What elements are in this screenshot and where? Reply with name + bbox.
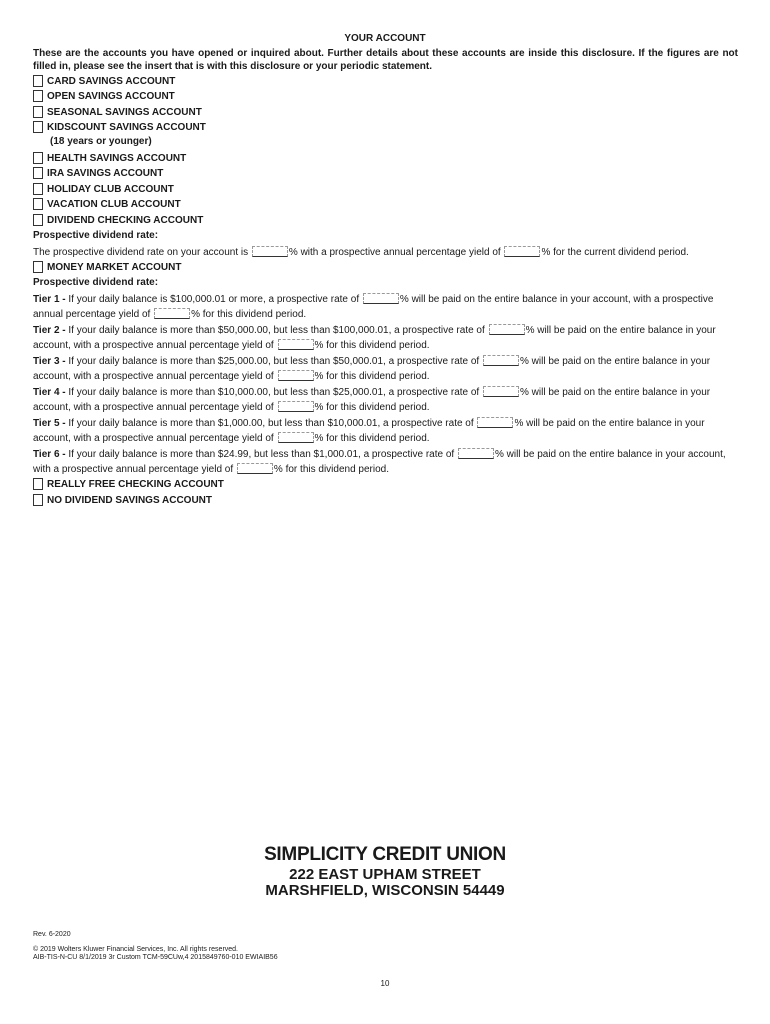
text: If your daily balance is more than $24.99, but less than $1,000.01, a prospective rate of — [68, 449, 455, 460]
rate-field[interactable] — [477, 417, 513, 428]
checkbox[interactable] — [33, 121, 43, 133]
tier-5-line-1 — [33, 417, 738, 430]
tier-1-line-2 — [33, 308, 738, 321]
intro-paragraph: These are the accounts you have opened or inquired about. Further details about these accounts are inside this disclosure. If the figures are not filled in, please see the insert that is with this disclosure or your periodic statement. — [33, 48, 738, 72]
page-number: 10 — [380, 979, 390, 988]
text: % for this dividend period. — [314, 340, 430, 351]
tier-label: Tier 5 - — [33, 418, 66, 429]
tier-label: Tier 3 - — [33, 356, 66, 367]
apy-field[interactable] — [154, 308, 190, 319]
rate-field[interactable] — [252, 246, 288, 257]
tier-label: Tier 6 - — [33, 449, 66, 460]
text: with a prospective annual percentage yield of — [33, 464, 234, 475]
text: % for this dividend period. — [314, 433, 430, 444]
account-option-ira-savings[interactable] — [33, 167, 163, 180]
account-option-kidscount-savings[interactable] — [33, 121, 206, 134]
text: % will be paid on the entire balance in your — [520, 356, 711, 367]
text: The prospective dividend rate on your account is — [33, 247, 249, 258]
text: % will be paid on the entire balance in your — [520, 387, 711, 398]
text: If your daily balance is more than $1,000.00, but less than $10,000.01, a prospective rate of — [68, 418, 474, 429]
account-label: REALLY FREE CHECKING ACCOUNT — [47, 479, 224, 490]
text: If your daily balance is more than $50,000.00, but less than $100,000.01, a prospective rate of — [68, 325, 485, 336]
text: % for the current dividend period. — [541, 247, 689, 258]
text: If your daily balance is more than $10,000.00, but less than $25,000.01, a prospective rate of — [68, 387, 480, 398]
account-label: MONEY MARKET ACCOUNT — [47, 262, 182, 273]
text: account, with a prospective annual percentage yield of — [33, 433, 274, 444]
account-option-vacation-club[interactable] — [33, 198, 181, 211]
account-label: IRA SAVINGS ACCOUNT — [47, 168, 164, 179]
account-label: CARD SAVINGS ACCOUNT — [47, 76, 176, 87]
account-label: OPEN SAVINGS ACCOUNT — [47, 91, 175, 102]
rate-field[interactable] — [483, 355, 519, 366]
tier-6-line-1 — [33, 448, 738, 461]
checkbox[interactable] — [33, 214, 43, 226]
tier-2-line-2 — [33, 339, 738, 352]
text: If your daily balance is more than $25,000.00, but less than $50,000.01, a prospective rate of — [68, 356, 480, 367]
tier-label: Tier 1 - — [33, 294, 66, 305]
text: % will be paid on the entire balance in your account, — [494, 449, 726, 460]
text: account, with a prospective annual percentage yield of — [33, 340, 274, 351]
dividend-rate-line — [33, 246, 738, 259]
checkbox[interactable] — [33, 167, 43, 179]
account-option-card-savings[interactable] — [33, 75, 175, 88]
credit-union-name: SIMPLICITY CREDIT UNION — [264, 844, 506, 865]
account-label: DIVIDEND CHECKING ACCOUNT — [47, 215, 204, 226]
checkbox[interactable] — [33, 478, 43, 490]
checkbox[interactable] — [33, 90, 43, 102]
credit-union-city: MARSHFIELD, WISCONSIN 54449 — [265, 882, 505, 899]
text: account, with a prospective annual percentage yield of — [33, 371, 274, 382]
revision-date: Rev. 6-2020 — [33, 931, 71, 938]
tier-2-line-1 — [33, 324, 738, 337]
account-label: HOLIDAY CLUB ACCOUNT — [47, 184, 174, 195]
apy-field[interactable] — [504, 246, 540, 257]
account-label: SEASONAL SAVINGS ACCOUNT — [47, 107, 202, 118]
text: % with a prospective annual percentage yield of — [288, 247, 501, 258]
checkbox[interactable] — [33, 152, 43, 164]
checkbox[interactable] — [33, 261, 43, 273]
account-option-health-savings[interactable] — [33, 152, 186, 165]
tier-3-line-1 — [33, 355, 738, 368]
account-option-seasonal-savings[interactable] — [33, 106, 202, 119]
checkbox[interactable] — [33, 494, 43, 506]
tier-label: Tier 4 - — [33, 387, 66, 398]
text: % will be paid on the entire balance in your — [525, 325, 716, 336]
money-market-rate-heading: Prospective dividend rate: — [33, 277, 159, 288]
rate-field[interactable] — [363, 293, 399, 304]
checkbox[interactable] — [33, 183, 43, 195]
text: % will be paid on the entire balance in your account, with a prospective — [399, 294, 714, 305]
account-option-money-market[interactable] — [33, 261, 181, 274]
credit-union-street: 222 EAST UPHAM STREET — [289, 866, 481, 883]
text: % will be paid on the entire balance in your — [514, 418, 705, 429]
rate-field[interactable] — [458, 448, 494, 459]
tier-4-line-2 — [33, 401, 738, 414]
tier-6-line-2 — [33, 463, 738, 476]
dividend-rate-heading: Prospective dividend rate: — [33, 230, 159, 241]
copyright: © 2019 Wolters Kluwer Financial Services, Inc. All rights reserved. — [33, 946, 238, 953]
account-label: KIDSCOUNT SAVINGS ACCOUNT — [47, 122, 206, 133]
kidscount-note: (18 years or younger) — [50, 136, 152, 147]
apy-field[interactable] — [278, 339, 314, 350]
tier-3-line-2 — [33, 370, 738, 383]
checkbox[interactable] — [33, 198, 43, 210]
account-label: HEALTH SAVINGS ACCOUNT — [47, 153, 187, 164]
text: % for this dividend period. — [273, 464, 389, 475]
account-label: NO DIVIDEND SAVINGS ACCOUNT — [47, 495, 213, 506]
account-option-holiday-club[interactable] — [33, 183, 174, 196]
account-option-dividend-checking[interactable] — [33, 214, 203, 227]
checkbox[interactable] — [33, 75, 43, 87]
page-title: YOUR ACCOUNT — [344, 33, 426, 44]
checkbox[interactable] — [33, 106, 43, 118]
apy-field[interactable] — [237, 463, 273, 474]
apy-field[interactable] — [278, 432, 314, 443]
tier-1-line-1 — [33, 293, 738, 306]
rate-field[interactable] — [483, 386, 519, 397]
apy-field[interactable] — [278, 370, 314, 381]
text: annual percentage yield of — [33, 309, 151, 320]
account-option-really-free-checking[interactable] — [33, 478, 224, 491]
text: If your daily balance is $100,000.01 or more, a prospective rate of — [68, 294, 360, 305]
text: account, with a prospective annual percentage yield of — [33, 402, 274, 413]
account-option-no-dividend-savings[interactable] — [33, 494, 212, 507]
account-label: VACATION CLUB ACCOUNT — [47, 199, 181, 210]
text: % for this dividend period. — [314, 371, 430, 382]
tier-5-line-2 — [33, 432, 738, 445]
tier-label: Tier 2 - — [33, 325, 66, 336]
tier-4-line-1 — [33, 386, 738, 399]
form-code: AIB-TIS-N-CU 8/1/2019 3r Custom TCM-59CUw,4 2015849760-010 EWIAIB56 — [33, 954, 278, 961]
apy-field[interactable] — [278, 401, 314, 412]
rate-field[interactable] — [489, 324, 525, 335]
text: % for this dividend period. — [314, 402, 430, 413]
text: % for this dividend period. — [191, 309, 307, 320]
account-option-open-savings[interactable] — [33, 90, 175, 103]
